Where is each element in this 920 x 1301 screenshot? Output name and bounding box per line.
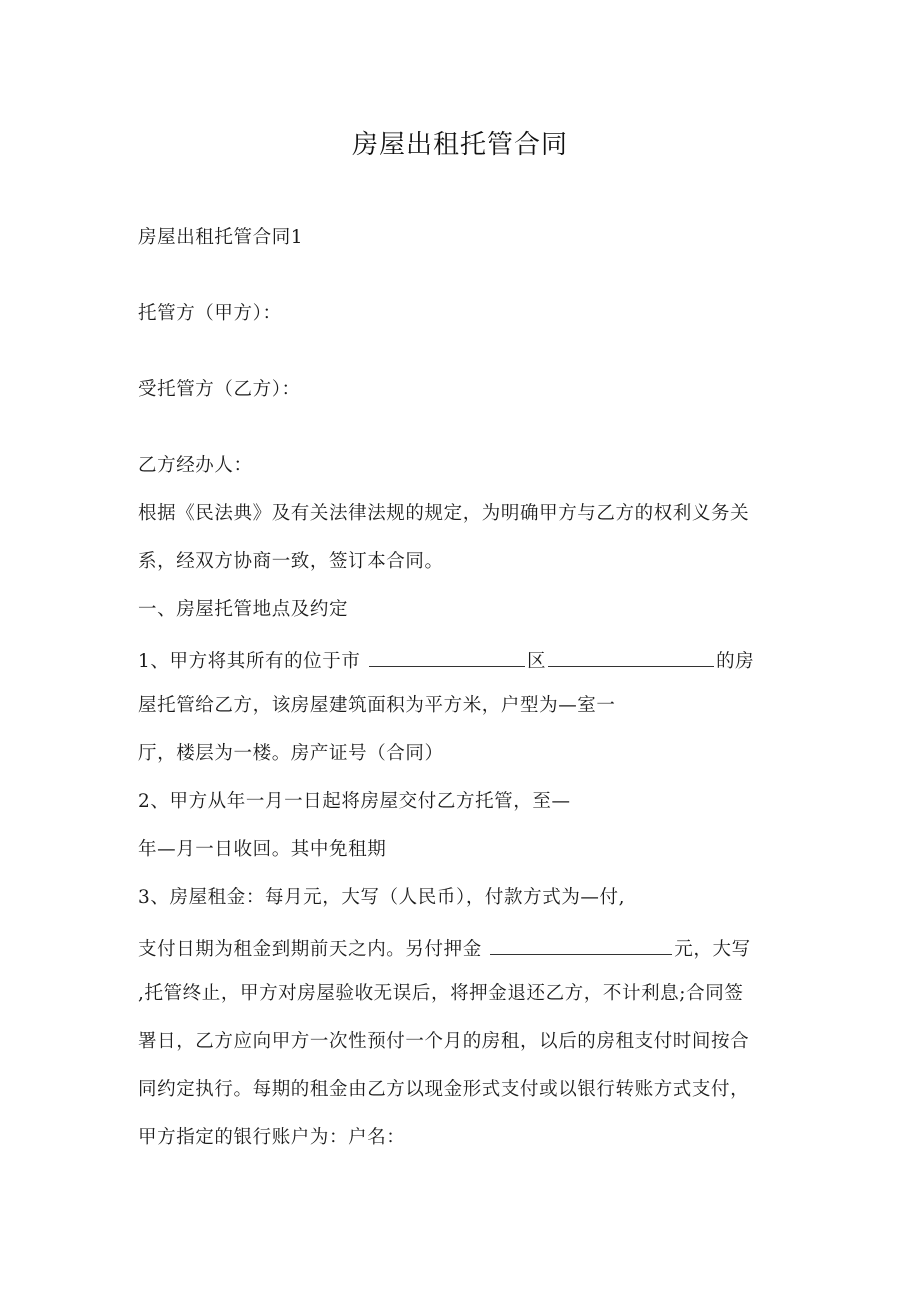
clause-2-line-2: 年—月一日收回。其中免租期 bbox=[138, 839, 387, 860]
clause-3-line-5: 同约定执行。每期的租金由乙方以现金形式支付或以银行转账方式支付， bbox=[138, 1079, 750, 1100]
clause-3-line-3: ,托管终止，甲方对房屋验收无误后，将押金退还乙方，不计利息;合同签 bbox=[138, 983, 744, 1004]
deposit-blank bbox=[490, 937, 672, 955]
document-title: 房屋出租托管合同 bbox=[351, 130, 568, 160]
clause-1-text-a: 1、甲方将其所有的位于市 bbox=[138, 651, 361, 672]
preamble-line-1: 根据《民法典》及有关法律法规的规定，为明确甲方与乙方的权利义务关 bbox=[138, 503, 750, 524]
party-b-label: 受托管方（乙方）： bbox=[138, 379, 301, 400]
agent-label: 乙方经办人： bbox=[138, 455, 253, 476]
clause-1-line-3: 厅，楼层为一楼。房产证号（合同） bbox=[138, 743, 444, 764]
clause-1-text-b: 区 bbox=[526, 651, 547, 672]
clause-1-text-c: 的房 bbox=[716, 651, 755, 672]
clause-3-text-a: 支付日期为租金到期前天之内。另付押金 bbox=[138, 939, 482, 960]
clause-1-line-1 bbox=[138, 649, 754, 672]
clause-3-text-b: 元，大写 bbox=[674, 939, 751, 960]
clause-3-line-2 bbox=[138, 937, 751, 960]
clause-3-line-4: 署日，乙方应向甲方一次性预付一个月的房租，以后的房租支付时间按合 bbox=[138, 1031, 750, 1052]
clause-1-line-2: 屋托管给乙方，该房屋建筑面积为平方米，户型为—室一 bbox=[138, 695, 616, 716]
city-blank bbox=[369, 649, 525, 667]
district-blank bbox=[548, 649, 714, 667]
clause-3-line-6: 甲方指定的银行账户为：户名： bbox=[138, 1127, 406, 1148]
contract-subtitle: 房屋出租托管合同1 bbox=[138, 227, 304, 248]
clause-3-line-1: 3、房屋租金：每月元，大写（人民币），付款方式为—付, bbox=[138, 887, 626, 908]
clause-2-line-1: 2、甲方从年一月一日起将房屋交付乙方托管，至— bbox=[138, 791, 571, 812]
preamble-line-2: 系，经双方协商一致，签订本合同。 bbox=[138, 551, 444, 572]
section-heading: 一、房屋托管地点及约定 bbox=[138, 599, 349, 620]
party-a-label: 托管方（甲方）： bbox=[138, 303, 282, 324]
